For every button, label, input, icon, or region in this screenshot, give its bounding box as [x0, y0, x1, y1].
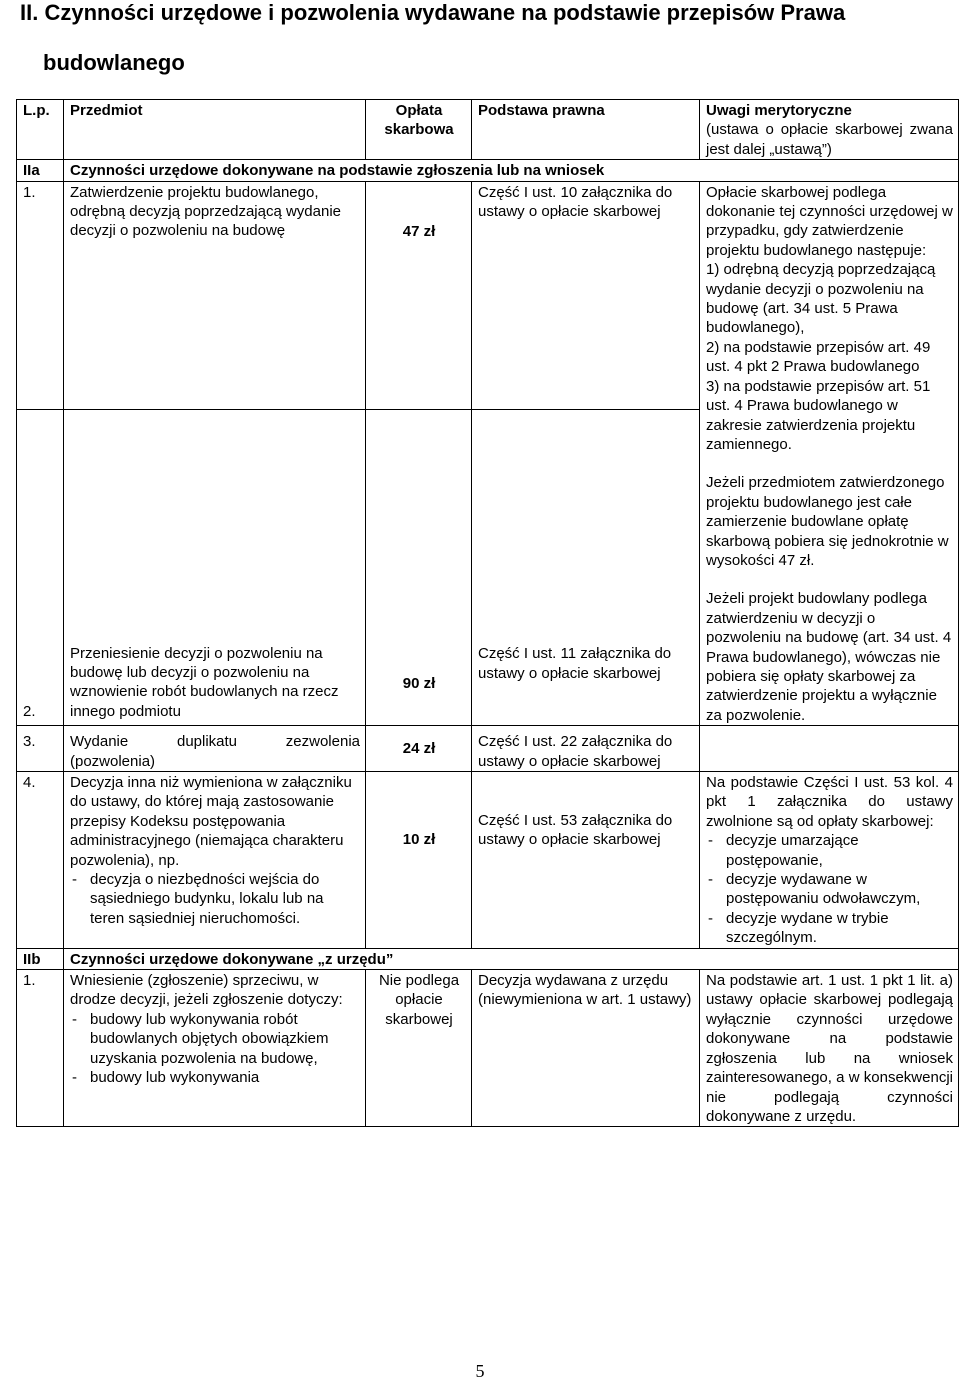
- table-header-row: [17, 100, 959, 160]
- note-item: 1) odrębną decyzją poprzedzającą wydanie decyzji o pozwoleniu na budowę (art. 34 ust. 5 Prawa budowlanego),: [706, 261, 936, 337]
- row-lp: 1.: [17, 970, 64, 1127]
- row-notes: [700, 772, 959, 949]
- row-legal-basis: Część I ust. 22 załącznika do ustawy o opłacie skarbowej: [472, 726, 700, 772]
- row-notes: [700, 726, 959, 772]
- row-legal-basis: Część I ust. 10 załącznika do ustawy o opłacie skarbowej: [472, 181, 700, 409]
- row-legal-basis: Część I ust. 11 załącznika do ustawy o opłacie skarbowej: [472, 410, 700, 726]
- row-fee: 47 zł: [366, 181, 472, 409]
- row-subject: Wydanie duplikatu zezwolenia (pozwolenia): [64, 726, 366, 772]
- subject-text: Wniesienie (zgłoszenie) sprzeciwu, w drodze decyzji, jeżeli zgłoszenie dotyczy:: [70, 972, 343, 1009]
- section-row-iia: [17, 160, 959, 181]
- subject-bullet: - decyzja o niezbędności wejścia do sąsiedniego budynku, lokalu lub na teren sąsiedniej nieruchomości.: [70, 870, 360, 928]
- section-title: Czynności urzędowe dokonywane na podstawie zgłoszenia lub na wniosek: [64, 160, 959, 181]
- note-item: 2) na podstawie przepisów art. 49 ust. 4 pkt 2 Prawa budowlanego: [706, 338, 931, 376]
- row-lp: 2.: [17, 410, 64, 726]
- note-text: Jeżeli przedmiotem zatwierdzonego projektu budowlanego jest całe zamierzenie budowlane opłatę skarbową pobiera się jednokrotnie w wysokości 47 zł.: [706, 474, 949, 569]
- row-subject: Zatwierdzenie projektu budowlanego, odrębną decyzją poprzedzającą wydanie decyzji o pozwoleniu na budowę: [64, 181, 366, 409]
- row-fee: 10 zł: [366, 772, 472, 949]
- row-notes: Na podstawie art. 1 ust. 1 pkt 1 lit. a) ustawy opłacie skarbowej podlegają wyłącznie czynności urzędowe dokonywane na podstawie zgłoszenia lub na wniosek zainteresowanego, a w konsekwencji nie podlegają czynności dokonywane z urzędu.: [700, 970, 959, 1127]
- row-subject: [64, 772, 366, 949]
- note-bullet: - decyzje umarzające postępowanie,: [706, 831, 953, 870]
- fees-table: [16, 99, 959, 1127]
- header-notes-subtitle: (ustawa o opłacie skarbowej zwana jest dalej „ustawą”): [706, 121, 953, 158]
- note-bullet: - decyzje wydawane w postępowaniu odwoławczym,: [706, 870, 953, 909]
- header-fee: Opłata skarbowa: [366, 100, 472, 160]
- row-notes: [700, 181, 959, 726]
- header-legal-basis: Podstawa prawna: [472, 100, 700, 160]
- section-row-iib: [17, 948, 959, 969]
- row-lp: 3.: [17, 726, 64, 772]
- heading-line-1: II. Czynności urzędowe i pozwolenia wydawane na podstawie przepisów Prawa: [20, 0, 846, 25]
- row-lp: 4.: [17, 772, 64, 949]
- note-text: Na podstawie Części I ust. 53 kol. 4 pkt 1 załącznika do ustawy zwolnione są od opłaty skarbowej:: [706, 774, 953, 830]
- table-row: [17, 726, 959, 772]
- row-legal-basis: Decyzja wydawana z urzędu (niewymieniona w art. 1 ustawy): [472, 970, 700, 1127]
- note-item: 3) na podstawie przepisów art. 51 ust. 4 Prawa budowlanego w zakresie zatwierdzenia projektu zamiennego.: [706, 377, 931, 453]
- note-bullet: - decyzje wydane w trybie szczególnym.: [706, 909, 953, 948]
- subject-bullet: - budowy lub wykonywania robót budowlanych objętych obowiązkiem uzyskania pozwolenia na budowę,: [70, 1010, 360, 1068]
- table-row: [17, 772, 959, 949]
- row-legal-basis: Część I ust. 53 załącznika do ustawy o opłacie skarbowej: [472, 772, 700, 949]
- note-text: Jeżeli projekt budowlany podlega zatwierdzeniu w decyzji o pozwoleniu na budowę (art. 34 ust. 4 Prawa budowlanego), wówczas nie pobiera się opłaty skarbowej za zatwierdzenie projektu a wyłącznie za pozwolenie.: [706, 590, 952, 724]
- section-title: Czynności urzędowe dokonywane „z urzędu”: [64, 948, 959, 969]
- note-text: Opłacie skarbowej podlega dokonanie tej czynności urzędowej w przypadku, gdy zatwierdzenie projektu budowlanego następuje:: [706, 183, 953, 259]
- subject-text: Decyzja inna niż wymieniona w załączniku do ustawy, do której mają zastosowanie przepisy Kodeksu postępowania administracyjnego (niemająca charakteru pozwolenia), np.: [70, 774, 352, 869]
- row-fee: 90 zł: [366, 410, 472, 726]
- subject-bullet: - budowy lub wykonywania: [70, 1068, 360, 1087]
- header-lp: L.p.: [17, 100, 64, 160]
- row-fee: 24 zł: [366, 726, 472, 772]
- row-subject: [64, 970, 366, 1127]
- row-fee: Nie podlega opłacie skarbowej: [366, 970, 472, 1127]
- page-number: 5: [475, 1361, 485, 1381]
- header-notes-title: Uwagi merytoryczne: [706, 102, 852, 119]
- header-subject: Przedmiot: [64, 100, 366, 160]
- section-code: IIb: [17, 948, 64, 969]
- row-subject: Przeniesienie decyzji o pozwoleniu na budowę lub decyzji o pozwoleniu na wznowienie robót budowlanych na rzecz innego podmiotu: [64, 410, 366, 726]
- table-row: [17, 181, 959, 409]
- heading-line-2: budowlanego: [43, 50, 185, 75]
- section-code: IIa: [17, 160, 64, 181]
- header-notes: [700, 100, 959, 160]
- row-lp: 1.: [17, 181, 64, 409]
- table-row: [17, 970, 959, 1127]
